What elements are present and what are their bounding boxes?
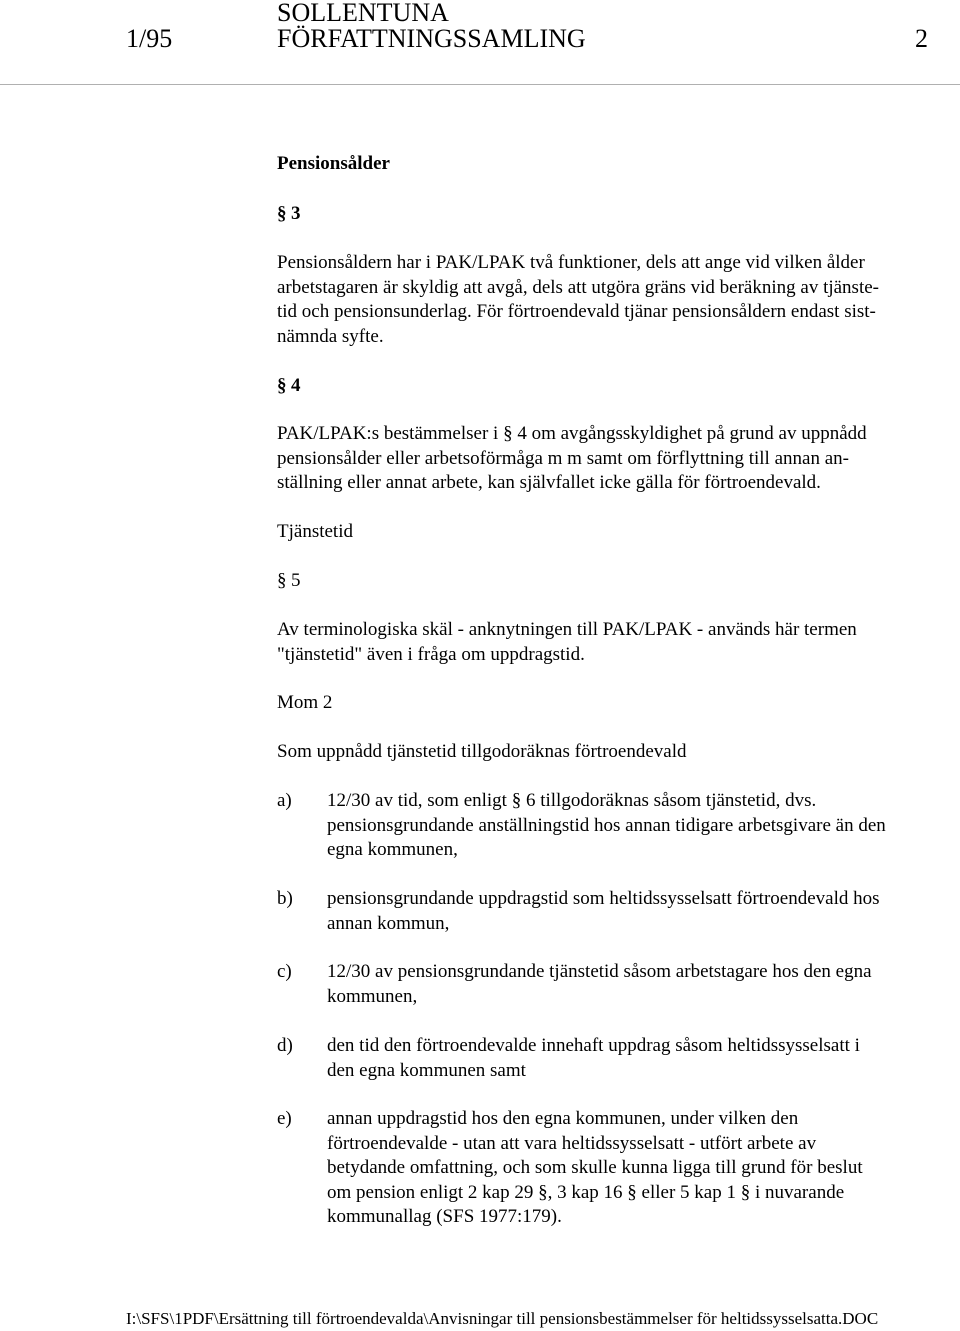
paragraph-line: arbetstagaren är skyldig att avgå, dels att utgöra gräns vid beräkning av tjänste- <box>277 276 879 298</box>
list-item-line: kommunallag (SFS 1977:179). <box>327 1206 562 1227</box>
list-item-line: pensionsgrundande anställningstid hos annan tidigare arbetsgivare än den <box>327 814 886 836</box>
page-number: 2 <box>915 24 928 53</box>
list-item-text <box>327 1107 863 1230</box>
list-item-line: kommunen, <box>327 985 418 1007</box>
section-number: 3 <box>291 203 301 224</box>
section-4-heading <box>277 374 301 399</box>
section-sign: § <box>277 203 287 224</box>
text-run: eller 5 kap 1 <box>636 1181 741 1203</box>
paragraph-line: nämnda syfte. <box>277 325 384 347</box>
section-4-paragraph <box>277 422 867 496</box>
list-item-text <box>327 789 886 863</box>
section-number: 5 <box>291 570 301 591</box>
section-heading-pensionsalder: Pensionsålder <box>277 153 390 174</box>
section-heading-tjanstetid: Tjänstetid <box>277 521 353 542</box>
section-sign: § <box>277 570 287 591</box>
paragraph-line: pensionsålder eller arbetsoförmåga m m samt om förflyttning till annan an- <box>277 447 849 469</box>
mom-2-label: Mom 2 <box>277 692 333 713</box>
section-sign: § <box>627 1181 637 1203</box>
paragraph-line: Pensionsåldern har i PAK/LPAK två funktioner, dels att ange vid vilken ålder <box>277 252 865 273</box>
list-item-line: egna kommunen, <box>327 839 458 860</box>
list-item-label: d) <box>277 1035 293 1056</box>
list-item-label: b) <box>277 888 293 909</box>
text-run: 4 om avgångsskyldighet på grund av uppnådd <box>512 423 867 444</box>
intro-sentence: Som uppnådd tjänstetid tillgodoräknas förtroendevald <box>277 741 687 762</box>
list-item-label: a) <box>277 790 292 811</box>
section-sign: § <box>740 1181 751 1203</box>
text-run: 12/30 av tid, som enligt <box>327 790 512 811</box>
list-item-line: pensionsgrundande uppdragstid som heltidssysselsatt förtroendevald hos <box>327 888 880 909</box>
section-number: 4 <box>291 375 301 396</box>
list-item-line <box>327 1181 863 1206</box>
paragraph-line: tid och pensionsunderlag. För förtroendevald tjänar pensionsåldern endast sist- <box>277 301 876 322</box>
section-3-heading <box>277 202 301 227</box>
text-run: , 3 kap 16 <box>547 1181 628 1203</box>
list-item-label: e) <box>277 1108 292 1129</box>
footer-file-path: I:\SFS\1PDF\Ersättning till förtroendevalda\Anvisningar till pensionsbestämmelser för heltidssysselsatta.DOC <box>126 1309 879 1328</box>
text-run: PAK/LPAK:s bestämmelser i <box>277 423 504 444</box>
list-item-line: betydande omfattning, och som skulle kunna ligga till grund för beslut <box>327 1157 863 1178</box>
org-name-line2: FÖRFATTNINGSSAMLING <box>277 24 586 53</box>
list-item-text <box>327 1034 860 1083</box>
list-item-line: annan uppdragstid hos den egna kommunen, under vilken den <box>327 1108 799 1129</box>
list-item-label: c) <box>277 961 292 982</box>
text-run: i nuvarande <box>750 1181 845 1203</box>
text-run: 6 tillgodoräknas såsom tjänstetid, dvs. <box>521 790 817 811</box>
org-name-line1: SOLLENTUNA <box>277 0 449 27</box>
list-item-text <box>327 960 872 1009</box>
section-sign: § <box>503 423 513 444</box>
section-sign: § <box>511 790 522 811</box>
list-item-line: den egna kommunen samt <box>327 1059 526 1081</box>
section-5-paragraph <box>277 618 857 667</box>
paragraph-line <box>277 422 867 447</box>
list-item-line: den tid den förtroendevalde innehaft uppdrag såsom heltidssysselsatt i <box>327 1035 860 1056</box>
list-item-line: annan kommun, <box>327 912 450 934</box>
list-item-line: förtroendevalde - utan att vara heltidssysselsatt - utfört arbete av <box>327 1132 817 1154</box>
header-divider <box>0 84 960 85</box>
list-item-text <box>327 887 880 936</box>
text-run: om pension enligt 2 kap 29 <box>327 1181 539 1203</box>
section-3-paragraph <box>277 251 879 349</box>
paragraph-line: "tjänstetid" även i fråga om uppdragstid. <box>277 643 585 665</box>
section-5-heading <box>277 569 301 594</box>
list-item-line <box>327 789 886 814</box>
paragraph-line: ställning eller annat arbete, kan självfallet icke gälla för förtroendevald. <box>277 472 821 493</box>
section-sign: § <box>277 375 287 396</box>
document-number: 1/95 <box>126 24 173 53</box>
section-sign: § <box>538 1181 548 1203</box>
paragraph-line: Av terminologiska skäl - anknytningen till PAK/LPAK - används här termen <box>277 619 857 640</box>
list-item-line: 12/30 av pensionsgrundande tjänstetid såsom arbetstagare hos den egna <box>327 961 872 982</box>
